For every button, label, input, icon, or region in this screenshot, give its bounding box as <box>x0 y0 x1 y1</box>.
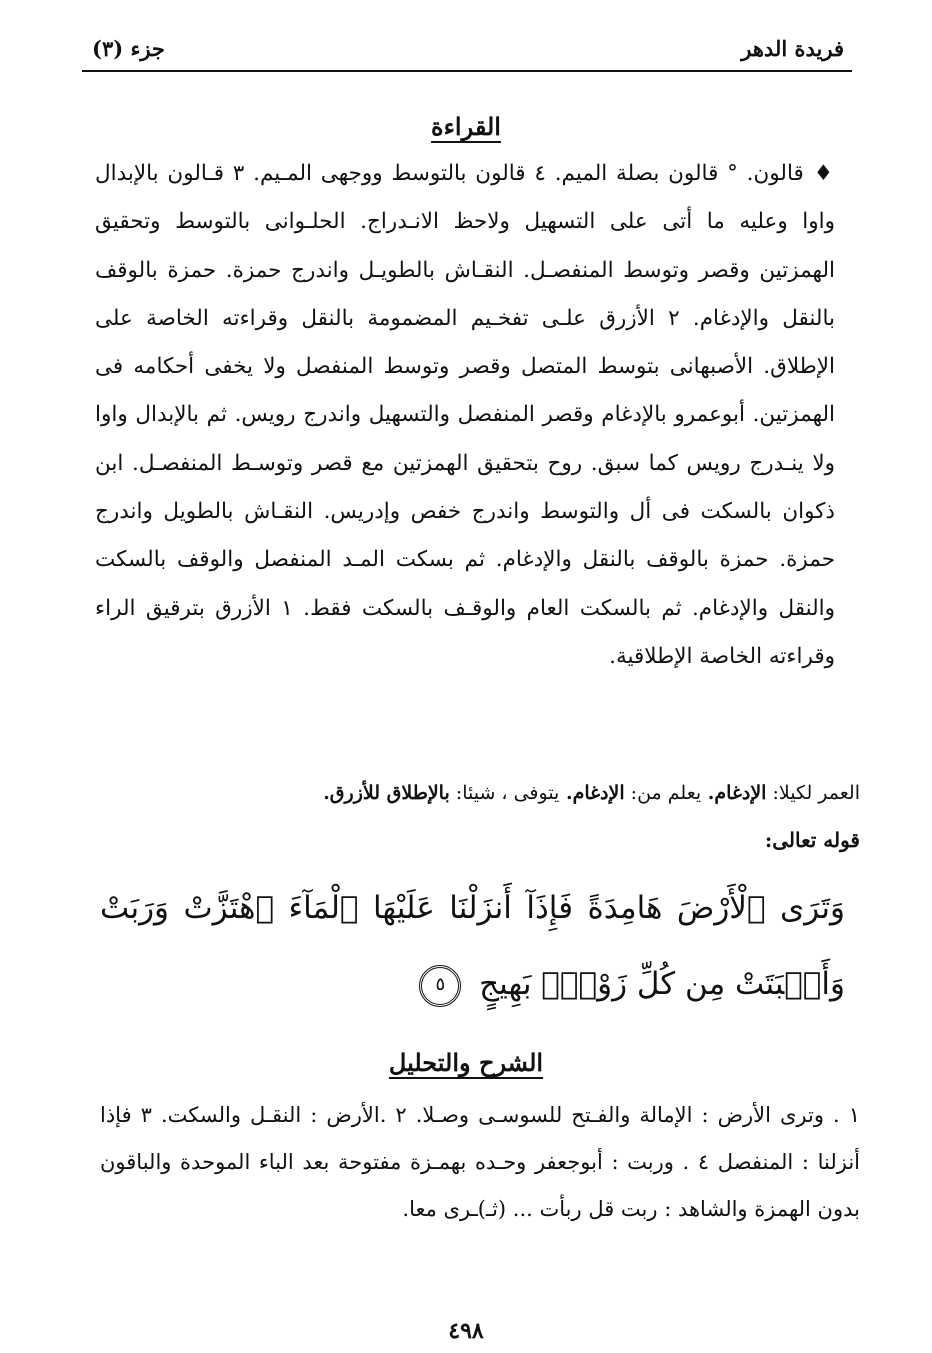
note-label-2: يعلم من: <box>624 782 702 804</box>
diamond-bullet-icon: ♦ <box>813 161 835 186</box>
note-value-2: الإدغام. <box>559 782 625 804</box>
qiraah-text: قالون. ° قالون بصلة الميم. ٤ قالون بالتوسط ووجهى المـيم. ٣ قـالون بالإبدال واوا وعليه ما أتى على التسهيل ولاحظ الانـدراج. الحلـوانى بالتوسط وتحقيق الهمزتين وقصر وتوسط المنفصـل. النقـاش بالطويـل واندرج حمزة. حمزة بالوقف بالنقل والإدغام. ٢ الأزرق علـى تفخـيم المضمومة بالنقل وقراءته الخاصة على الإطلاق. الأصبهانى بتوسط المتصل وقصر وتوسط المنفصل ولا يخفى أحكامه فى الهمزتين. أبوعمرو بالإدغام وقصر المنفصل والتسهيل واندرج رويس. ثم بالإبدال واوا ولا ينـدرج رويس كما سبق. روح بتحقيق الهمزتين مع قصر وتوسـط المنفصـل. ابن ذكوان بالسكت فى أل والتوسط واندرج خفص وإدريس. النقـاش بالطويل واندرج حمزة. حمزة بالوقف بالنقل والإدغام. ثم بسكت المـد المنفصل والوقف بالسكت والنقل والإدغام. ثم بالسكت العام والوقـف بالسكت فقط. ١ الأزرق بترقيق الراء وقراءته الخاصة الإطلاقية. <box>95 161 836 669</box>
note-value-1: الإدغام. <box>701 782 767 804</box>
quran-verse <box>100 870 845 1022</box>
note-value-3: بالإطلاق للأزرق. <box>323 782 450 804</box>
page-number: ٤٩٨ <box>448 1318 484 1344</box>
verse-text: وَتَرَى ٱلْأَرْضَ هَامِدَةً فَإِذَآ أَنزَلْنَا عَلَيْهَا ٱلْمَآءَ ٱهْتَزَّتْ وَرَبَتْ وَأَنۢبَتَتْ مِن كُلِّ زَوْجٍۭ بَهِيجٍ <box>100 890 845 1002</box>
running-header <box>82 36 852 72</box>
book-title: فريدة الدهر <box>741 36 844 61</box>
note-label-1: العمر لكيلا: <box>766 782 860 804</box>
sharh-title: الشرح والتحليل <box>388 1048 544 1077</box>
part-number: جزء (٣) <box>92 36 165 61</box>
qiraah-title: القراءة <box>431 112 501 141</box>
sharh-heading <box>0 1048 932 1077</box>
sharh-paragraph: ١ . وترى الأرض : الإمالة والفـتح للسوسـى وصـلا. ٢ .الأرض : النقـل والسكت. ٣ فإذا أنزلنا : المنفصل ٤ . وربت : أبوجعفر وحـده بهمـزة مفتوحة بعد الباء الموحدة والباقون بدون الهمزة والشاهد : ربت قل ربأت ... (ثـ)ـرى معا. <box>100 1103 860 1221</box>
qawluh-heading: قوله تعالى: <box>764 828 860 852</box>
notes-line <box>120 778 860 808</box>
ayah-number-marker: ٥ <box>419 965 461 1007</box>
qiraah-paragraph <box>95 150 835 681</box>
note-label-3: يتوفى ، شيئا: <box>449 782 560 804</box>
qiraah-heading <box>0 112 932 141</box>
